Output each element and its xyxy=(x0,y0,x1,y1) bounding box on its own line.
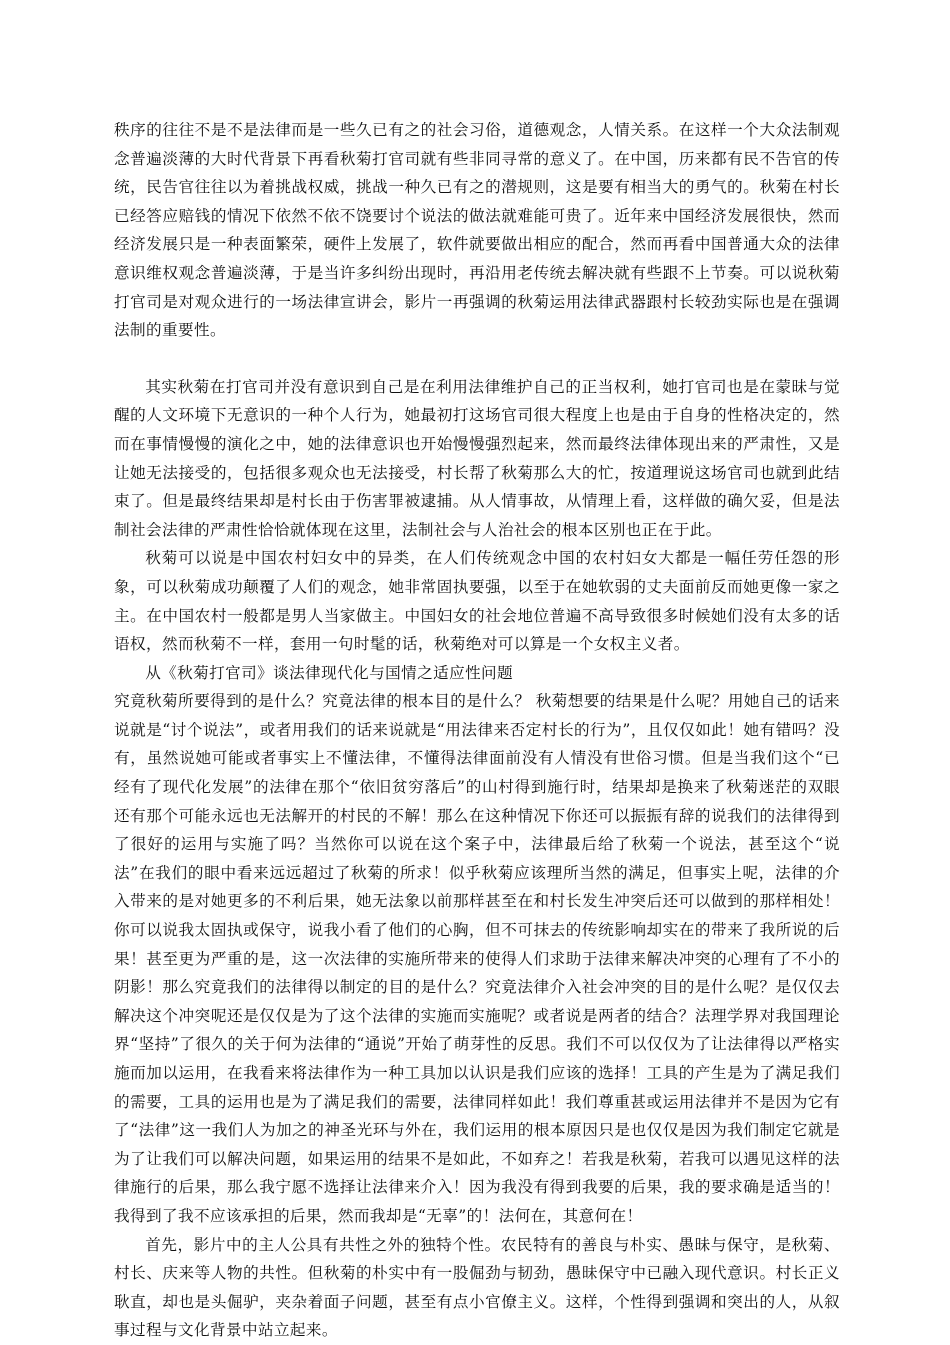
paragraph-1: 秩序的往往不是不是法律而是一些久已有之的社会习俗，道德观念，人情关系。在这样一个大众法制观念普遍淡薄的大时代背景下再看秋菊打官司就有些非同寻常的意义了。在中国，历来都有民不告官的传统，民告官往往以为着挑战权威，挑战一种久已有之的潜规则，这是要有相当大的勇气的。秋菊在村长已经答应赔钱的情况下依然不依不饶要讨个说法的做法就难能可贵了。近年来中国经济发展很快，然而经济发展只是一种表面繁荣，硬件上发展了，软件就要做出相应的配合，然而再看中国普通大众的法律意识维权观念普遍淡薄，于是当许多纠纷出现时，再沿用老传统去解决就有些跟不上节奏。可以说秋菊打官司是对观众进行的一场法律宣讲会，影片一再强调的秋菊运用法律武器跟村长较劲实际也是在强调法制的重要性。 xyxy=(114,121,840,340)
paragraph-4: 究竟秋菊所要得到的是什么？究竟法律的根本目的是什么？ 秋菊想要的结果是什么呢？用她自己的话来说就是“讨个说法”，或者用我们的话来说就是“用法律来否定村长的行为”，且仅仅如此！她有错吗？没有，虽然说她可能或者事实上不懂法律，不懂得法律面前没有人情没有世俗习惯。但是当我们这个“已经有了现代化发展”的法律在那个“依旧贫穷落后”的山村得到施行时，结果却是换来了秋菊迷茫的双眼还有那个可能永远也无法解开的村民的不解！那么在这种情况下你还可以振振有辞的说我们的法律得到了很好的运用与实施了吗？当然你可以说在这个案子中，法律最后给了秋菊一个说法，甚至这个“说法”在我们的眼中看来远远超过了秋菊的所求！似乎秋菊应该理所当然的满足，但事实上呢，法律的介入带来的是对她更多的不利后果，她无法象以前那样甚至在和村长发生冲突后还可以做到的那样相处！你可以说我太固执或保守，说我小看了他们的心胸，但不可抹去的传统影响却实在的带来了我所说的后果！甚至更为严重的是，这一次法律的实施所带来的使得人们求助于法律来解决冲突的心理有了不小的阴影！那么究竟我们的法律得以制定的目的是什么？究竟法律介入社会冲突的目的是什么呢？是仅仅去解决这个冲突呢还是仅仅是为了这个法律的实施而实施呢？或者说是两者的结合？法理学界对我国理论界“坚持”了很久的关于何为法律的“通说”开始了萌芽性的反思。我们不可以仅仅为了让法律得以严格实施而加以运用，在我看来将法律作为一种工具加以认识是我们应该的选择！工具的产生是为了满足我们的需要，工具的运用也是为了满足我们的需要，法律同样如此！我们尊重甚或运用法律并不是因为它有了“法律”这一我们人为加之的神圣光环与外在，我们运用的根本原因只是也仅仅是因为我们制定它就是为了让我们可以解决问题，如果运用的结果不是如此，不如弃之！若我是秋菊，若我可以遇见这样的法律施行的后果，那么我宁愿不选择让法律来介入！因为我没有得到我要的后果，我的要求确是适当的！我得到了我不应该承担的后果，然而我却是“无辜”的！法何在，其意何在！ xyxy=(114,692,840,1225)
paragraph-2: 其实秋菊在打官司并没有意识到自己是在利用法律维护自己的正当权利，她打官司也是在蒙昧与觉醒的人文环境下无意识的一种个人行为，她最初打这场官司很大程度上也是由于自身的性格决定的，然而在事情慢慢的演化之中，她的法律意识也开始慢慢强烈起来，然而最终法律体现出来的严肃性，又是让她无法接受的，包括很多观众也无法接受，村长帮了秋菊那么大的忙，按道理说这场官司也就到此结束了。但是最终结果却是村长由于伤害罪被逮捕。从人情事故，从情理上看，这样做的确欠妥，但是法制社会法律的严肃性恰恰就体现在这里，法制社会与人治社会的根本区别也正在于此。 xyxy=(114,377,840,539)
section-heading: 从《秋菊打官司》谈法律现代化与国情之适应性问题 xyxy=(145,663,514,682)
paragraph-gap xyxy=(114,345,840,373)
paragraph-5: 首先，影片中的主人公具有共性之外的独特个性。农民特有的善良与朴实、愚昧与保守，是秋菊、村长、庆来等人物的共性。但秋菊的朴实中有一股倔劲与韧劲，愚昧保守中已融入现代意识。村长正义耿直，却也是头倔驴，夹杂着面子问题，甚至有点小官僚主义。这样，个性得到强调和突出的人，从叙事过程与文化背景中站立起来。 xyxy=(114,1235,840,1340)
document-body xyxy=(114,116,840,1345)
paragraph-3: 秋菊可以说是中国农村妇女中的异类，在人们传统观念中国的农村妇女大都是一幅任劳任怨的形象，可以秋菊成功颠覆了人们的观念，她非常固执要强，以至于在她软弱的丈夫面前反而她更像一家之主。在中国农村一般都是男人当家做主。中国妇女的社会地位普遍不高导致很多时候她们没有太多的话语权，然而秋菊不一样，套用一句时髦的话，秋菊绝对可以算是一个女权主义者。 xyxy=(114,549,840,654)
